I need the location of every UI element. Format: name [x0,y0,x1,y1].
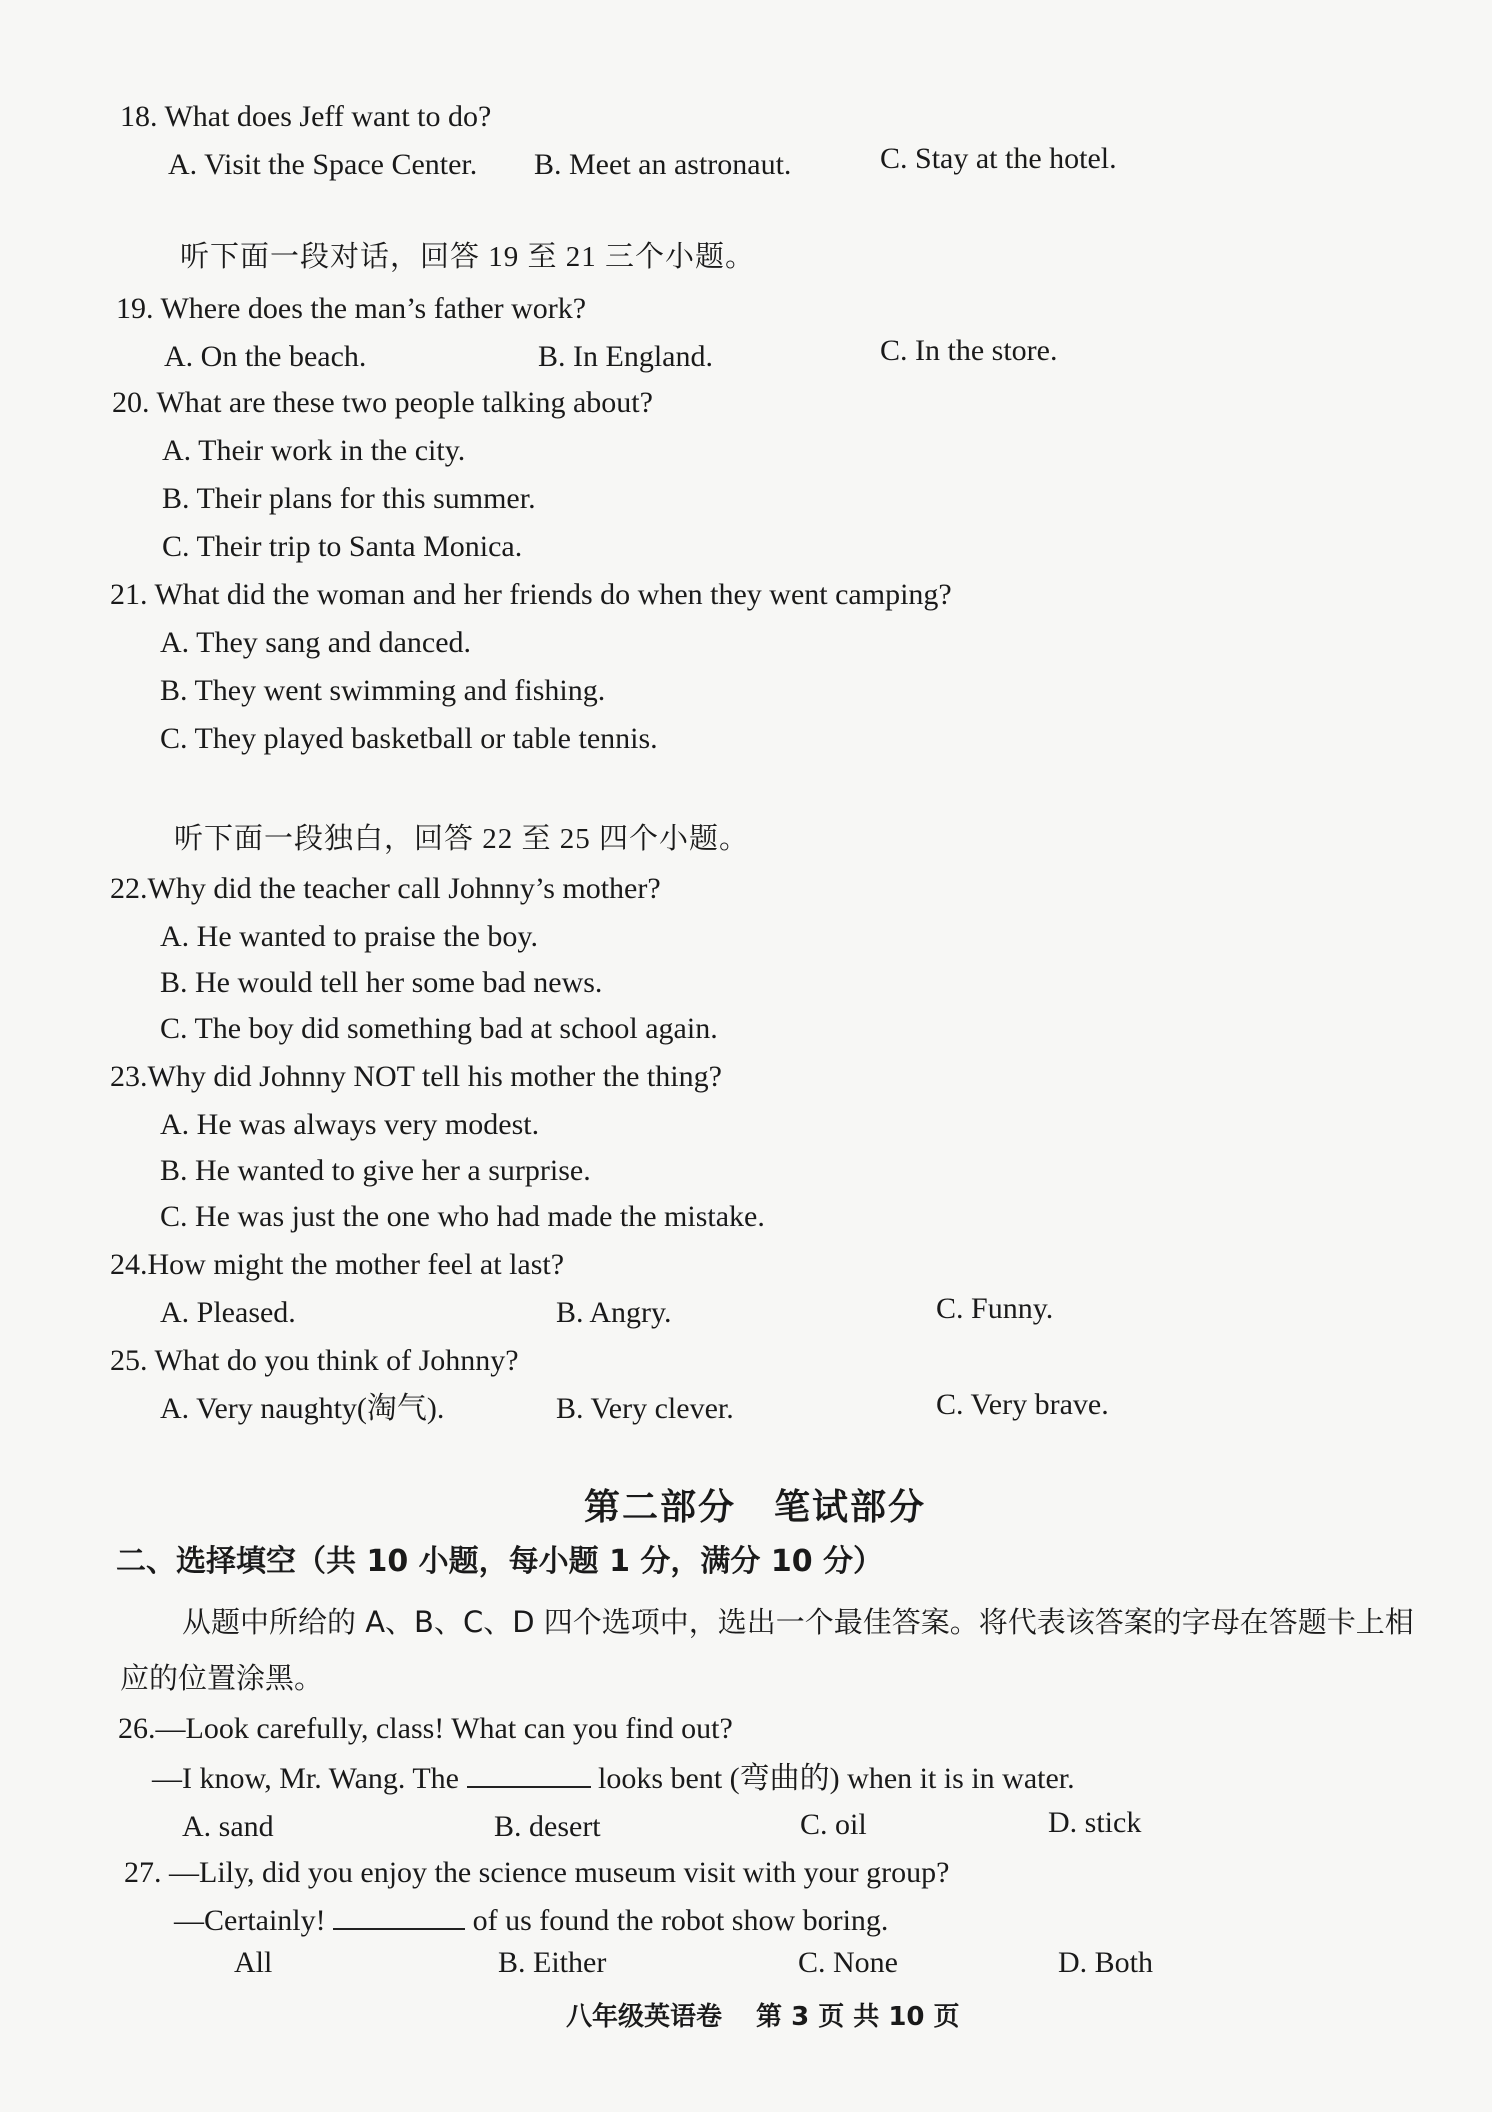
q20-option-c: C. Their trip to Santa Monica. [162,530,523,563]
q19-option-a: A. On the beach. [164,340,367,373]
q21-option-b: B. They went swimming and fishing. [160,674,606,707]
q26-text-before-blank: —I know, Mr. Wang. The [152,1762,460,1795]
q22-option-b: B. He would tell her some bad news. [160,966,603,999]
question-18: 18. What does Jeff want to do? [120,100,492,133]
q25-option-a: A. Very naughty(淘气). [160,1392,445,1425]
question-23: 23.Why did Johnny NOT tell his mother the thing? [110,1060,722,1093]
q26-option-a: A. sand [182,1810,274,1843]
q22-option-c: C. The boy did something bad at school again. [160,1012,718,1045]
listening-instruction-2: 听下面一段独白，回答 22 至 25 四个小题。 [174,823,750,855]
q23-option-a: A. He was always very modest. [160,1108,540,1141]
q24-option-b: B. Angry. [556,1296,672,1329]
q21-option-a: A. They sang and danced. [160,626,472,659]
q26-text-after-blank: looks bent (弯曲的) when it is in water. [598,1762,1075,1795]
listening-instruction-1: 听下面一段对话，回答 19 至 21 三个小题。 [180,241,756,273]
q19-option-b: B. In England. [538,340,713,373]
q27-option-a: All [234,1946,273,1979]
q27-blank [333,1902,465,1930]
q26-option-b: B. desert [494,1810,601,1843]
question-20: 20. What are these two people talking about? [112,386,653,419]
q26-option-d: D. stick [1048,1806,1142,1839]
question-27-sentence [174,1902,888,1938]
q27-option-c: C. None [798,1946,898,1979]
q18-option-b: B. Meet an astronaut. [534,148,792,181]
q26-blank [467,1760,591,1788]
section-title: 二、选择填空（共 10 小题，每小题 1 分，满分 10 分） [116,1544,884,1579]
part-two-heading: 第二部分 笔试部分 [584,1487,927,1528]
q24-option-c: C. Funny. [936,1292,1054,1325]
question-26: 26.—Look carefully, class! What can you find out? [118,1712,733,1745]
q25-option-c: C. Very brave. [936,1388,1109,1421]
footer-page-number: 第 3 页 共 10 页 [756,2002,960,2032]
q23-option-b: B. He wanted to give her a surprise. [160,1154,591,1187]
q27-text-before-blank: —Certainly! [174,1904,326,1937]
q24-option-a: A. Pleased. [160,1296,296,1329]
q18-option-a: A. Visit the Space Center. [168,148,478,181]
question-22: 22.Why did the teacher call Johnny’s mother? [110,872,661,905]
page-footer [566,2002,960,2032]
q19-option-c: C. In the store. [880,334,1058,367]
q27-option-d: D. Both [1058,1946,1154,1979]
q27-option-b: B. Either [498,1946,607,1979]
question-27: 27. —Lily, did you enjoy the science museum visit with your group? [124,1856,950,1889]
question-21: 21. What did the woman and her friends do when they went camping? [110,578,952,611]
q25-option-b: B. Very clever. [556,1392,734,1425]
q22-option-a: A. He wanted to praise the boy. [160,920,538,953]
q20-option-a: A. Their work in the city. [162,434,466,467]
q18-option-c: C. Stay at the hotel. [880,142,1117,175]
q23-option-c: C. He was just the one who had made the mistake. [160,1200,765,1233]
question-19: 19. Where does the man’s father work? [116,292,587,325]
q27-text-after-blank: of us found the robot show boring. [472,1904,889,1937]
question-24: 24.How might the mother feel at last? [110,1248,565,1281]
q26-option-c: C. oil [800,1808,867,1841]
q20-option-b: B. Their plans for this summer. [162,482,536,515]
question-26-sentence [152,1760,1075,1796]
question-25: 25. What do you think of Johnny? [110,1344,519,1377]
footer-subject: 八年级英语卷 [566,2002,723,2032]
q21-option-c: C. They played basketball or table tennis. [160,722,658,755]
section-instructions: 从题中所给的 A、B、C、D 四个选项中，选出一个最佳答案。将代表该答案的字母在答题卡上相应的位置涂黑。 [120,1605,1414,1695]
